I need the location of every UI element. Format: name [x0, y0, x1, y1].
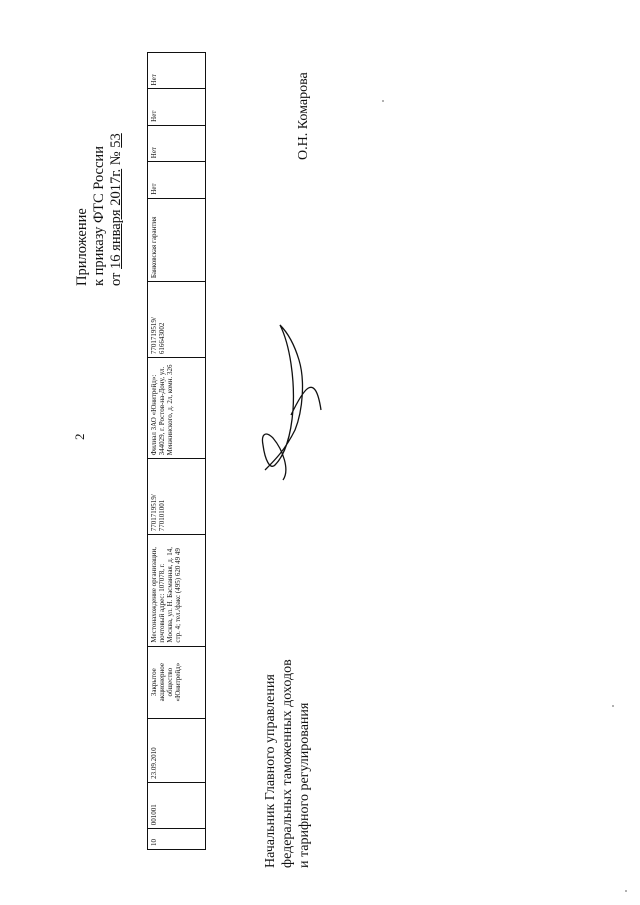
- table-cell-flag-3: Нет: [148, 89, 206, 125]
- table-cell-flag-4: Нет: [148, 53, 206, 89]
- table-cell-guarantee: Банковская гарантия: [148, 198, 206, 282]
- scan-speck: [612, 705, 614, 707]
- signatory-title-line-3: и тарифного регулирования: [297, 702, 312, 868]
- signatory-title: [262, 659, 313, 868]
- table-cell-org-name: Закрытое акционерное общество «Юнитрейд»: [148, 646, 206, 718]
- order-date: 16 января 2017г.: [108, 168, 124, 269]
- table-cell-index: 10: [148, 829, 206, 850]
- registry-table: [147, 52, 206, 850]
- table-cell-reg-number: 001001: [148, 782, 206, 828]
- table-cell-date: 23.09.2010: [148, 718, 206, 782]
- table-row: [148, 53, 206, 850]
- table-cell-address: Местонахождение организации, почтовый адрес: 107078, г. Москва, ул. Н. Басманная, д. 14, стр. 4; тел./факс (495) 620 49 49: [148, 535, 206, 646]
- handwritten-signature: [255, 320, 335, 490]
- scan-speck: [382, 100, 384, 102]
- page-number: 2: [72, 433, 87, 440]
- appendix-date-line: [108, 133, 125, 286]
- table-cell-flag-2: Нет: [148, 125, 206, 161]
- scan-speck: [625, 890, 627, 892]
- date-prefix: от: [108, 272, 124, 286]
- number-prefix: №: [108, 151, 124, 166]
- table-cell-branch: Филиал ЗАО «Юнитрейд»: 344029, г. Ростов-на-Дону, ул. Менжинского, д. 2л, комн. 326: [148, 358, 206, 459]
- appendix-title: Приложение: [74, 208, 90, 286]
- signatory-title-line-2: федеральных таможенных доходов: [280, 659, 295, 868]
- signatory-title-line-1: Начальник Главного управления: [263, 674, 278, 868]
- table-cell-branch-inn: 7701719519/ 616643002: [148, 282, 206, 358]
- appendix-header: [74, 133, 125, 286]
- order-number: 53: [108, 133, 124, 148]
- appendix-order: к приказу ФТС России: [91, 146, 107, 286]
- table-cell-inn: 7701719519/ 770101001: [148, 459, 206, 535]
- signatory-name: О.Н. Комарова: [296, 72, 311, 160]
- table-cell-flag-1: Нет: [148, 162, 206, 198]
